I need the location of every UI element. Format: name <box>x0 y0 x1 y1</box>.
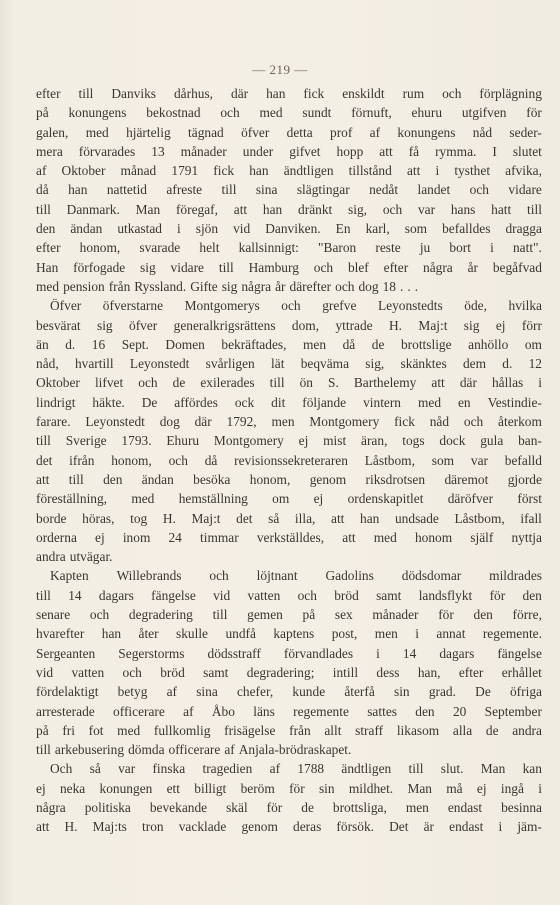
text-line: att H. Maj:ts tron vacklade genom deras försök. Det är endast i jäm- <box>36 819 542 835</box>
text-line: den ändan utkastad i sjön vid Danviken. En karl, som befalldes dragga <box>36 221 542 237</box>
text-line: mera förvarades 13 månader under gifvet hopp att få rymma. I slutet <box>36 143 542 159</box>
text-line: det ifrån honom, och då revisionssekreteraren Låstbom, som var befalld <box>36 452 542 468</box>
text-line: med pension från Ryssland. Gifte sig några år därefter och dog 18 . . . <box>36 278 419 294</box>
text-line: Och så var finska tragedien af 1788 ändtligen till slut. Man kan <box>50 761 542 777</box>
text-line: än d. 16 Sept. Domen bekräftades, men då de brottslige anhöllo om <box>36 336 542 352</box>
text-line: senare och degradering till gemen på sex månader för den förre, <box>36 607 542 623</box>
text-line: borde höras, tog H. Maj:t det så illa, att han undsade Låstbom, ifall <box>36 510 542 526</box>
text-line: då han nattetid afreste till sina slägtingar nedåt landet och vidare <box>36 182 542 198</box>
text-line: efter honom, svarade helt kallsinnigt: "Baron reste ju bort i natt". <box>36 240 542 256</box>
text-line: lindrigt häkte. De affördes ock dit följande vintern med en Vestindie- <box>36 394 542 410</box>
text-line: ej neka konungen ett billigt beröm för sin mildhet. Man må ej ingå i <box>36 780 542 796</box>
text-line: till 14 dagars fängelse vid vatten och bröd samt landsflykt för den <box>36 587 542 603</box>
text-line: fördelaktigt betyg af sina chefer, kunde återfå sin grad. De öfriga <box>36 684 542 700</box>
text-line: Oktober lifvet och de exilerades till ön S. Barthelemy att där hållas i <box>36 375 542 391</box>
text-line: efter till Danviks dårhus, där han fick enskildt rum och förplägning <box>36 86 542 101</box>
body-text <box>36 84 542 837</box>
text-line: farare. Leyonstedt dog där 1792, men Montgomery fick nåd och återkom <box>36 414 542 430</box>
text-line: galen, med hjärtelig tägnad öfver detta prof af konungens nåd seder- <box>36 124 542 140</box>
text-line: andra utvägar. <box>36 549 113 565</box>
page-number: — 219 — <box>252 62 308 77</box>
text-line: hvarefter han åter skulle undfå kaptens post, men i annat regemente. <box>36 626 542 642</box>
text-line: Han förfogade sig vidare till Hamburg och blef efter några år begåfvad <box>36 259 542 275</box>
text-line: att till den ändan besöka honom, genom riksdrotsen däremot gjorde <box>36 471 542 487</box>
text-line: Öfver öfverstarne Montgomerys och grefve Leyonstedts öde, hvilka <box>50 298 542 314</box>
text-line: arresterade officerare af Åbo läns regemente sattes den 20 September <box>36 703 542 719</box>
text-line: orderna ej inom 24 timmar verkställdes, att med honom själf nyttja <box>36 529 542 545</box>
text-line: några politiska bevekande skäl för de brottsliga, men endast besinna <box>36 799 542 815</box>
text-line: till Sverige 1793. Ehuru Montgomery ej mist äran, togs dock gula ban- <box>36 433 542 449</box>
text-line: Kapten Willebrands och löjtnant Gadolins dödsdomar mildrades <box>50 568 542 584</box>
text-line: till Danmark. Man föregaf, att han dränkt sig, och var hans hatt till <box>36 201 542 217</box>
text-line: till arkebusering dömda officerare af Anjala-brödraskapet. <box>36 742 352 758</box>
text-line: vid vatten och bröd samt degradering; intill dess han, efter erhållet <box>36 664 542 680</box>
text-line: på konungens bekostnad och med sundt förnuft, ehuru utgifven för <box>36 105 542 121</box>
text-line: föreställning, med hemställning om ej ordenskapitlet däröfver först <box>36 491 542 507</box>
text-line: af Oktober månad 1791 fick han ändtligen tillstånd att i tysthet afvika, <box>36 163 542 179</box>
text-line: Sergeanten Segerstorms dödsstraff förvandlades i 14 dagars fängelse <box>36 645 542 661</box>
text-line: besvärat sig öfver generalkrigsrättens dom, yttrade H. Maj:t sig ej förr <box>36 317 542 333</box>
text-line: på fri fot med fullkomlig frisägelse från allt straff likasom alla de andra <box>36 722 542 738</box>
text-line: nåd, hvartill Leyonstedt svårligen lät beqväma sig, skänktes dem d. 12 <box>36 356 542 372</box>
